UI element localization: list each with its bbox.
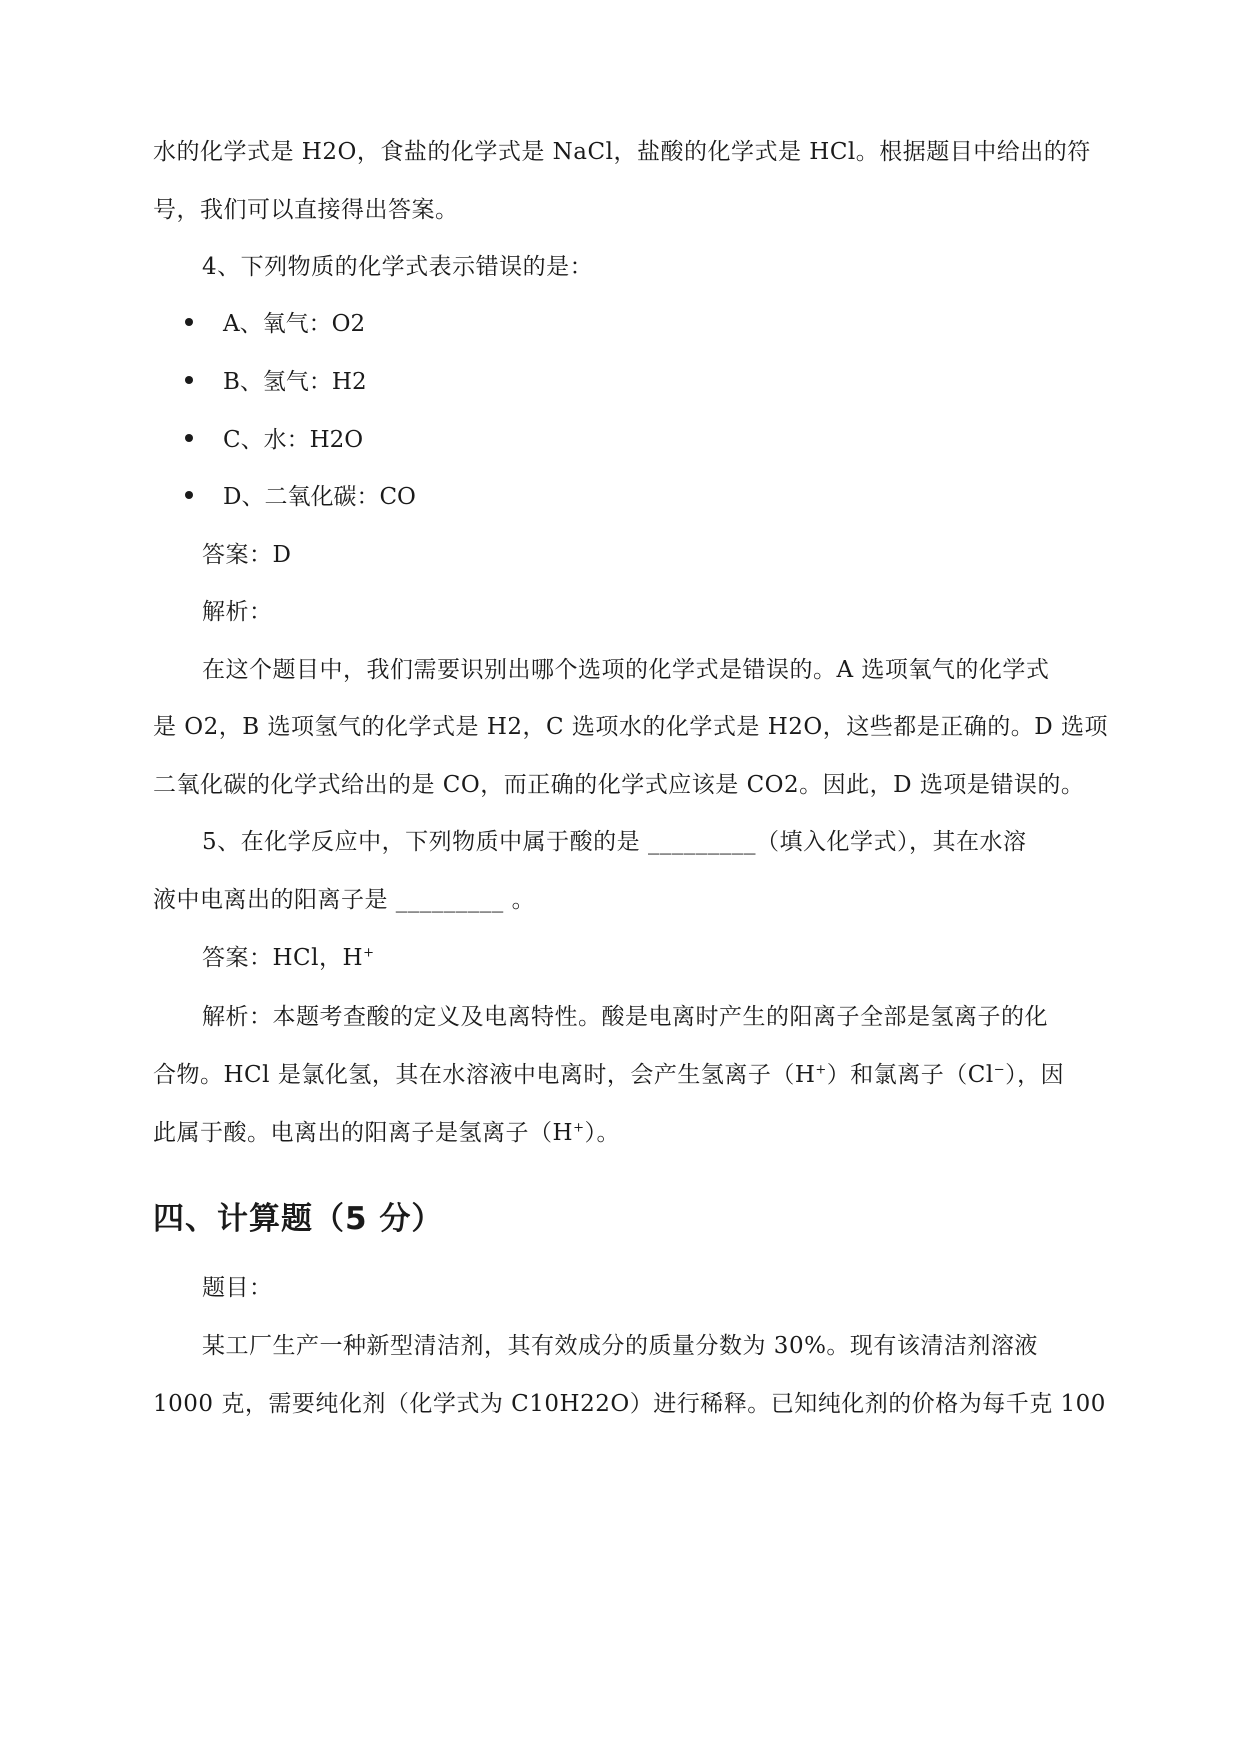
- question-label: 题目：: [202, 1275, 273, 1301]
- bullet-icon: [185, 491, 193, 499]
- question-4-stem: 4、下列物质的化学式表示错误的是：: [202, 254, 594, 280]
- section-heading: 四、计算题（5 分）: [153, 1201, 444, 1237]
- question-4-analysis-label: 解析：: [202, 599, 273, 625]
- question-5-analysis: 解析：本题考查酸的定义及电离特性。酸是电离时产生的阳离子全部是氢离子的化: [202, 1004, 1048, 1030]
- option-text: A、氧气：O2: [223, 311, 366, 337]
- question-5-stem: 5、在化学反应中，下列物质中属于酸的是 _________（填入化学式），其在水溶: [202, 829, 1027, 855]
- option-text: B、氢气：H2: [223, 369, 367, 395]
- analysis-text: ）和氯离子（Cl: [826, 1062, 994, 1088]
- answer-text: 答案：HCl，H: [202, 945, 364, 971]
- option-d: [185, 482, 416, 512]
- option-text: D、二氧化碳：CO: [223, 484, 416, 510]
- bullet-icon: [185, 376, 193, 384]
- option-b: [185, 367, 367, 397]
- text-line: 号，我们可以直接得出答案。: [153, 197, 459, 223]
- superscript: +: [573, 1120, 585, 1136]
- question-5-stem: 液中电离出的阳离子是 _________ 。: [153, 887, 536, 913]
- superscript: +: [363, 945, 375, 961]
- question-text: 1000 克，需要纯化剂（化学式为 C10H22O）进行稀释。已知纯化剂的价格为每千克 100: [153, 1391, 1106, 1417]
- analysis-line: 是 O2，B 选项氢气的化学式是 H2，C 选项水的化学式是 H2O，这些都是正确的。D 选项: [153, 714, 1109, 740]
- question-text: 某工厂生产一种新型清洁剂，其有效成分的质量分数为 30%。现有该清洁剂溶液: [202, 1333, 1038, 1359]
- bullet-icon: [185, 318, 193, 326]
- analysis-text: ）。: [584, 1120, 620, 1146]
- analysis-text: ），因: [1005, 1062, 1065, 1088]
- analysis-text: 合物。HCl 是氯化氢，其在水溶液中电离时，会产生氢离子（H: [153, 1062, 816, 1088]
- question-5-analysis: [153, 1060, 1064, 1090]
- text-line: 水的化学式是 H2O，食盐的化学式是 NaCl，盐酸的化学式是 HCl。根据题目中给出的符: [153, 139, 1091, 165]
- analysis-text: 此属于酸。电离出的阳离子是氢离子（H: [153, 1120, 574, 1146]
- question-5-answer: [202, 943, 374, 973]
- superscript: +: [815, 1062, 827, 1078]
- analysis-line: 二氧化碳的化学式给出的是 CO，而正确的化学式应该是 CO2。因此，D 选项是错误的。: [153, 772, 1085, 798]
- analysis-line: 在这个题目中，我们需要识别出哪个选项的化学式是错误的。A 选项氧气的化学式: [202, 657, 1050, 683]
- superscript: −: [993, 1062, 1006, 1078]
- question-4-answer: 答案：D: [202, 542, 292, 568]
- option-text: C、水：H2O: [223, 427, 364, 453]
- option-c: [185, 425, 363, 455]
- option-a: [185, 309, 365, 339]
- bullet-icon: [185, 434, 193, 442]
- question-5-analysis: [153, 1118, 620, 1148]
